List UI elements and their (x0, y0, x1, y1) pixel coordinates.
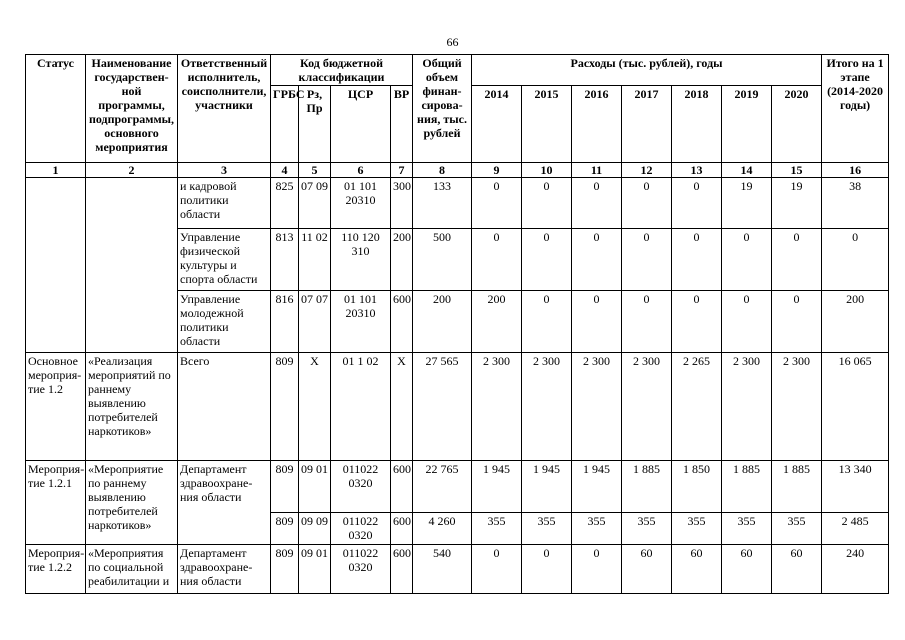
row-csr: 01 1 02 (331, 353, 391, 461)
row-csr: 011022 0320 (331, 513, 391, 545)
row-stage-total: 240 (822, 545, 889, 594)
header-total-volume: Общий объем финан-сирова-ния, тыс. рублей (413, 55, 472, 163)
header-year-2018: 2018 (672, 86, 722, 163)
row-year-2017: 0 (622, 178, 672, 229)
row-year-2018: 1 850 (672, 461, 722, 513)
row-stage-total: 0 (822, 229, 889, 291)
row-total: 133 (413, 178, 472, 229)
row-rzpr: 09 01 (299, 545, 331, 594)
row-csr: 01 101 20310 (331, 178, 391, 229)
row-year-2016: 0 (572, 178, 622, 229)
column-number: 3 (178, 163, 271, 178)
row-program-name (86, 178, 178, 353)
column-number: 1 (26, 163, 86, 178)
row-year-2015: 1 945 (522, 461, 572, 513)
row-year-2015: 0 (522, 178, 572, 229)
row-executor: и кадровой политики области (178, 178, 271, 229)
column-number: 12 (622, 163, 672, 178)
row-csr: 011022 0320 (331, 545, 391, 594)
row-year-2017: 2 300 (622, 353, 672, 461)
column-number: 4 (271, 163, 299, 178)
row-year-2020: 60 (772, 545, 822, 594)
row-year-2016: 355 (572, 513, 622, 545)
column-number: 13 (672, 163, 722, 178)
row-year-2014: 0 (472, 545, 522, 594)
header-grbs: ГРБС (271, 86, 299, 163)
row-year-2018: 0 (672, 229, 722, 291)
row-total: 200 (413, 291, 472, 353)
row-program-name: «Реализация мероприятий по раннему выявлению потребителей наркотиков» (86, 353, 178, 461)
row-year-2014: 0 (472, 229, 522, 291)
row-total: 500 (413, 229, 472, 291)
row-csr: 110 120 310 (331, 229, 391, 291)
column-number: 8 (413, 163, 472, 178)
row-year-2019: 0 (722, 229, 772, 291)
row-total: 540 (413, 545, 472, 594)
row-year-2015: 0 (522, 229, 572, 291)
row-grbs: 816 (271, 291, 299, 353)
header-budget-code: Код бюджетной классификации (271, 55, 413, 86)
row-year-2019: 60 (722, 545, 772, 594)
row-year-2019: 19 (722, 178, 772, 229)
row-executor: Департамент здравоохране-ния области (178, 461, 271, 513)
row-year-2014: 0 (472, 178, 522, 229)
row-grbs: 809 (271, 353, 299, 461)
row-total: 27 565 (413, 353, 472, 461)
row-year-2015: 0 (522, 545, 572, 594)
row-vr: 600 (391, 291, 413, 353)
row-year-2020: 19 (772, 178, 822, 229)
row-stage-total: 2 485 (822, 513, 889, 545)
row-year-2016: 0 (572, 291, 622, 353)
row-grbs: 813 (271, 229, 299, 291)
header-vr: ВР (391, 86, 413, 163)
column-number: 11 (572, 163, 622, 178)
header-rzpr: Рз, Пр (299, 86, 331, 163)
table-row (26, 178, 889, 229)
header-expenses: Расходы (тыс. рублей), годы (472, 55, 822, 86)
row-year-2018: 60 (672, 545, 722, 594)
row-grbs: 809 (271, 513, 299, 545)
row-status: Мероприя-тие 1.2.2 (26, 545, 86, 594)
row-year-2020: 2 300 (772, 353, 822, 461)
row-vr: 300 (391, 178, 413, 229)
row-executor (178, 513, 271, 545)
row-program-name: «Мероприятия по социальной реабилитации и (86, 545, 178, 594)
row-year-2018: 0 (672, 291, 722, 353)
row-year-2019: 1 885 (722, 461, 772, 513)
row-year-2017: 0 (622, 291, 672, 353)
row-vr: 600 (391, 545, 413, 594)
row-status (26, 178, 86, 353)
row-year-2014: 1 945 (472, 461, 522, 513)
row-executor: Департамент здравоохране-ния области (178, 545, 271, 594)
row-year-2018: 0 (672, 178, 722, 229)
row-vr: 200 (391, 229, 413, 291)
row-year-2015: 2 300 (522, 353, 572, 461)
row-year-2020: 0 (772, 229, 822, 291)
row-year-2014: 2 300 (472, 353, 522, 461)
row-grbs: 825 (271, 178, 299, 229)
column-number-row (26, 163, 889, 178)
row-csr: 01 101 20310 (331, 291, 391, 353)
row-total: 22 765 (413, 461, 472, 513)
row-vr: Х (391, 353, 413, 461)
row-executor: Управление молодежной политики области (178, 291, 271, 353)
column-number: 6 (331, 163, 391, 178)
column-number: 5 (299, 163, 331, 178)
row-year-2019: 355 (722, 513, 772, 545)
row-year-2017: 355 (622, 513, 672, 545)
row-year-2015: 0 (522, 291, 572, 353)
page-number: 66 (446, 35, 459, 49)
column-number: 10 (522, 163, 572, 178)
row-year-2017: 1 885 (622, 461, 672, 513)
header-year-2014: 2014 (472, 86, 522, 163)
column-number: 15 (772, 163, 822, 178)
row-year-2016: 0 (572, 229, 622, 291)
row-status: Мероприя-тие 1.2.1 (26, 461, 86, 545)
row-year-2020: 0 (772, 291, 822, 353)
header-csr: ЦСР (331, 86, 391, 163)
budget-table (25, 54, 889, 594)
row-year-2016: 1 945 (572, 461, 622, 513)
row-total: 4 260 (413, 513, 472, 545)
column-number: 9 (472, 163, 522, 178)
header-status: Статус (26, 55, 86, 163)
row-year-2019: 0 (722, 291, 772, 353)
row-csr: 011022 0320 (331, 461, 391, 513)
header-stage-total: Итого на 1 этапе (2014-2020 годы) (822, 55, 889, 163)
header-year-2019: 2019 (722, 86, 772, 163)
row-program-name: «Мероприятие по раннему выявлению потребителей наркотиков» (86, 461, 178, 545)
row-stage-total: 200 (822, 291, 889, 353)
header-year-2020: 2020 (772, 86, 822, 163)
row-executor: Всего (178, 353, 271, 461)
row-status: Основное мероприя-тие 1.2 (26, 353, 86, 461)
row-year-2018: 2 265 (672, 353, 722, 461)
row-rzpr: 09 01 (299, 461, 331, 513)
header-program-name: Наименование государствен-ной программы, подпрограммы, основного мероприятия (86, 55, 178, 163)
row-year-2020: 355 (772, 513, 822, 545)
row-year-2015: 355 (522, 513, 572, 545)
header-executor: Ответственный исполнитель, соисполнители, участники (178, 55, 271, 163)
row-rzpr: 09 09 (299, 513, 331, 545)
row-rzpr: 07 09 (299, 178, 331, 229)
column-number: 2 (86, 163, 178, 178)
table-row (26, 545, 889, 594)
column-number: 14 (722, 163, 772, 178)
row-year-2019: 2 300 (722, 353, 772, 461)
header-year-2015: 2015 (522, 86, 572, 163)
row-year-2014: 355 (472, 513, 522, 545)
row-vr: 600 (391, 461, 413, 513)
row-stage-total: 16 065 (822, 353, 889, 461)
table-row (26, 353, 889, 461)
table-row (26, 461, 889, 513)
row-year-2017: 60 (622, 545, 672, 594)
column-number: 16 (822, 163, 889, 178)
row-year-2014: 200 (472, 291, 522, 353)
row-rzpr: 11 02 (299, 229, 331, 291)
row-year-2018: 355 (672, 513, 722, 545)
row-stage-total: 13 340 (822, 461, 889, 513)
row-vr: 600 (391, 513, 413, 545)
row-rzpr: 07 07 (299, 291, 331, 353)
row-year-2016: 2 300 (572, 353, 622, 461)
row-executor: Управление физической культуры и спорта области (178, 229, 271, 291)
row-grbs: 809 (271, 461, 299, 513)
row-grbs: 809 (271, 545, 299, 594)
row-year-2016: 0 (572, 545, 622, 594)
column-number: 7 (391, 163, 413, 178)
row-year-2020: 1 885 (772, 461, 822, 513)
row-rzpr: Х (299, 353, 331, 461)
row-year-2017: 0 (622, 229, 672, 291)
header-year-2017: 2017 (622, 86, 672, 163)
row-stage-total: 38 (822, 178, 889, 229)
header-year-2016: 2016 (572, 86, 622, 163)
